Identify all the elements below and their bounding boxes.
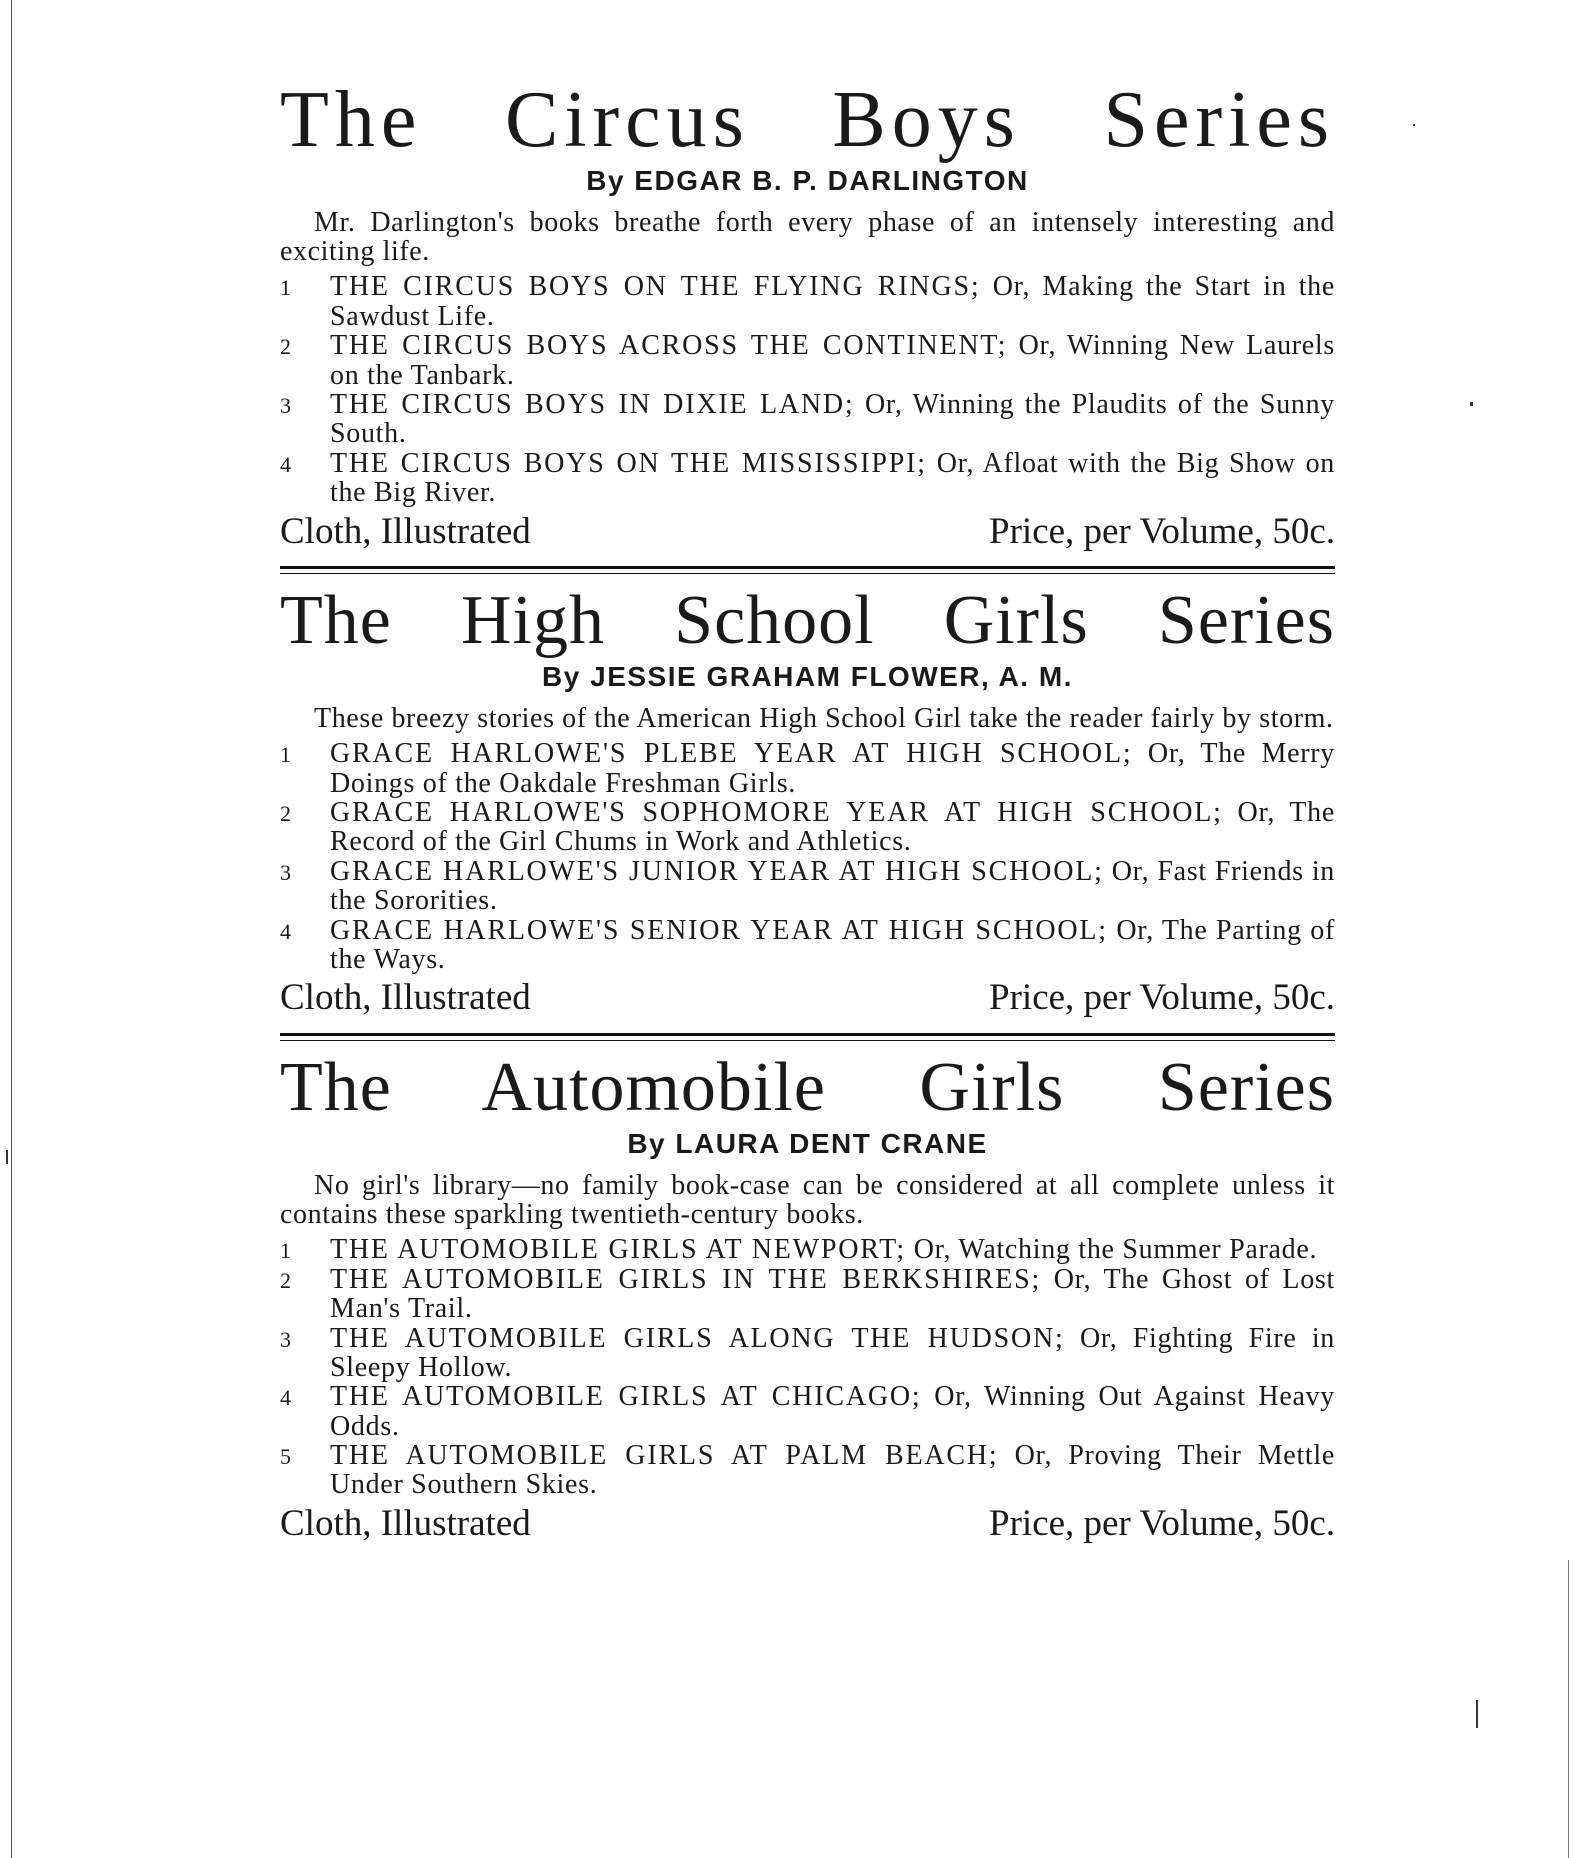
book-subtitle: Or, The Ghost of Lost Man's Trail.: [330, 1263, 1335, 1325]
list-item: [280, 1324, 1335, 1383]
book-number: 3: [280, 392, 292, 418]
book-list: [280, 739, 1335, 974]
binding-label: Cloth, Illustrated: [280, 510, 531, 552]
book-title: THE AUTOMOBILE GIRLS IN THE BERKSHIRES;: [330, 1263, 1042, 1295]
price-row: [280, 1504, 1335, 1545]
book-number: 3: [280, 859, 292, 885]
series-title: The High School Girls Series: [280, 582, 1335, 660]
series-section-high-school-girls: [280, 582, 1336, 1019]
book-number: 2: [280, 334, 292, 360]
book-number: 4: [280, 451, 292, 477]
list-item: [280, 390, 1335, 449]
price-row: [280, 512, 1335, 553]
list-item: [280, 916, 1335, 975]
series-author: By LAURA DENT CRANE: [627, 1127, 988, 1159]
book-title: THE CIRCUS BOYS ACROSS THE CONTINENT;: [330, 330, 1008, 362]
price-label: Price, per Volume, 50c.: [989, 510, 1335, 552]
book-subtitle: Or, Fast Friends in the Sororities.: [330, 855, 1336, 917]
list-item: [280, 857, 1335, 916]
series-title: The Automobile Girls Series: [280, 1048, 1335, 1126]
book-title: GRACE HARLOWE'S SOPHOMORE YEAR AT HIGH SCHOOL;: [330, 796, 1223, 828]
book-title: GRACE HARLOWE'S JUNIOR YEAR AT HIGH SCHOOL;: [330, 855, 1104, 887]
book-list: [280, 272, 1335, 507]
section-divider: [280, 1033, 1335, 1041]
list-item: [280, 1235, 1335, 1264]
series-description: Mr. Darlington's books breathe forth every phase of an intensely interesting and exciting life.: [280, 206, 1335, 267]
series-section-circus-boys: [280, 76, 1336, 552]
book-subtitle: Or, Winning New Laurels on the Tanbark.: [330, 330, 1336, 391]
book-title: GRACE HARLOWE'S SENIOR YEAR AT HIGH SCHOOL;: [330, 914, 1108, 946]
series-author: By EDGAR B. P. DARLINGTON: [586, 165, 1029, 196]
book-subtitle: Or, Fighting Fire in Sleepy Hollow.: [330, 1322, 1335, 1383]
list-item: [280, 739, 1335, 798]
list-item: [280, 331, 1335, 390]
list-item: [280, 449, 1335, 508]
book-title: THE AUTOMOBILE GIRLS AT CHICAGO;: [330, 1381, 922, 1413]
list-item: [280, 272, 1335, 331]
book-number: 3: [280, 1326, 292, 1352]
price-label: Price, per Volume, 50c.: [989, 1502, 1335, 1544]
book-title: THE AUTOMOBILE GIRLS ALONG THE HUDSON;: [330, 1322, 1065, 1354]
section-divider: [280, 566, 1335, 574]
list-item: [280, 1382, 1335, 1441]
book-subtitle: Or, The Merry Doings of the Oakdale Freshman Girls.: [330, 738, 1335, 799]
book-number: 1: [280, 742, 292, 768]
binding-label: Cloth, Illustrated: [280, 1502, 531, 1544]
book-subtitle: Or, Afloat with the Big Show on the Big River.: [330, 447, 1335, 509]
series-title: The Circus Boys Series: [280, 76, 1335, 164]
list-item: [280, 1441, 1335, 1500]
series-author: By JESSIE GRAHAM FLOWER, A. M.: [542, 661, 1073, 693]
book-number: 1: [280, 275, 292, 301]
scan-speck: [6, 1150, 8, 1164]
page-right-edge: [1568, 1560, 1569, 1858]
scan-speck: [1413, 124, 1415, 126]
book-title: THE CIRCUS BOYS ON THE FLYING RINGS;: [330, 271, 981, 303]
book-number: 4: [280, 1385, 292, 1411]
book-subtitle: Or, The Record of the Girl Chums in Work and Athletics.: [330, 796, 1335, 858]
advertisement-page: [280, 76, 1336, 1545]
book-title: THE AUTOMOBILE GIRLS AT PALM BEACH;: [330, 1440, 999, 1472]
book-number: 2: [280, 800, 292, 826]
page-left-edge: [11, 0, 12, 1858]
scan-speck: [1476, 1700, 1478, 1728]
list-item: [280, 798, 1335, 857]
book-number: 4: [280, 918, 292, 944]
book-number: 5: [280, 1444, 292, 1470]
book-title: THE AUTOMOBILE GIRLS AT NEWPORT;: [330, 1234, 907, 1266]
book-number: 1: [280, 1238, 292, 1264]
book-subtitle: Or, Winning the Plaudits of the Sunny South.: [330, 388, 1336, 450]
price-row: [280, 978, 1335, 1019]
book-subtitle: Or, Proving Their Mettle Under Southern Skies.: [330, 1440, 1336, 1501]
book-list: [280, 1235, 1335, 1500]
price-label: Price, per Volume, 50c.: [989, 977, 1335, 1019]
series-section-automobile-girls: [280, 1048, 1336, 1545]
scan-speck: [1470, 402, 1473, 406]
book-title: GRACE HARLOWE'S PLEBE YEAR AT HIGH SCHOOL;: [330, 738, 1133, 770]
binding-label: Cloth, Illustrated: [280, 977, 531, 1019]
book-number: 2: [280, 1267, 292, 1293]
series-description: These breezy stories of the American High School Girl take the reader fairly by storm.: [314, 702, 1334, 734]
list-item: [280, 1265, 1335, 1324]
book-subtitle: Or, Watching the Summer Parade.: [913, 1234, 1318, 1266]
book-title: THE CIRCUS BOYS ON THE MISSISSIPPI;: [330, 447, 927, 479]
book-subtitle: Or, Winning Out Against Heavy Odds.: [330, 1381, 1335, 1442]
book-title: THE CIRCUS BOYS IN DIXIE LAND;: [330, 388, 855, 420]
series-description: No girl's library—no family book-case can be considered at all complete unless it contains these sparkling twentieth-century books.: [280, 1169, 1335, 1230]
book-subtitle: Or, Making the Start in the Sawdust Life.: [330, 271, 1335, 332]
book-subtitle: Or, The Parting of the Ways.: [330, 914, 1335, 975]
